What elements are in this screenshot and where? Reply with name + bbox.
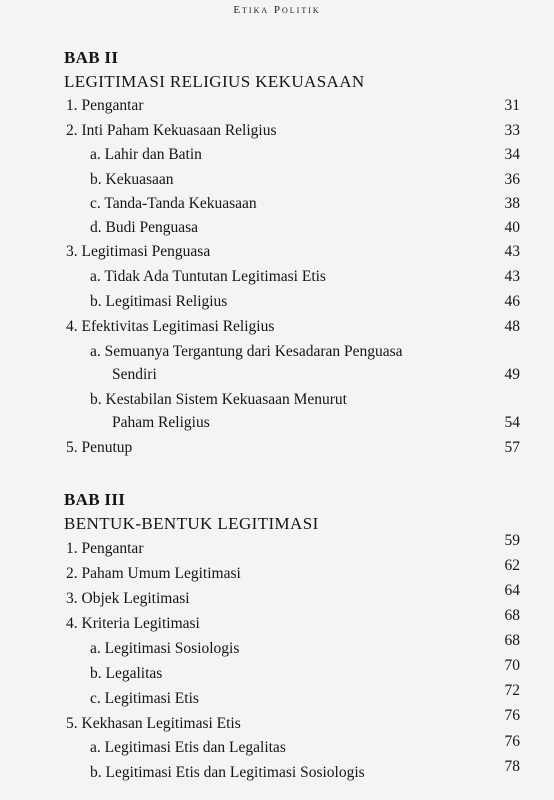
toc-subentry — [0, 146, 554, 170]
toc-entry — [0, 607, 554, 639]
toc-entry-page: 38 — [504, 195, 520, 212]
toc-entry-label: 1. Pengantar — [66, 97, 144, 114]
chapter-title: LEGITIMASI RELIGIUS KEKUASAAN — [64, 72, 365, 91]
toc-entry-label: 5. Kekhasan Legitimasi Etis — [66, 715, 241, 732]
toc-entry-label: Paham Religius — [112, 414, 210, 431]
toc-entry-page: 59 — [504, 532, 520, 549]
toc-subentry — [0, 632, 554, 664]
toc-entry-label: a. Tidak Ada Tuntutan Legitimasi Etis — [90, 268, 326, 285]
toc-entry-page: 40 — [504, 219, 520, 236]
toc-entry-label: b. Legitimasi Religius — [90, 293, 228, 310]
toc-entry — [0, 439, 554, 463]
toc-entry-page: 78 — [504, 758, 520, 775]
toc-entry-page: 57 — [504, 439, 520, 456]
toc-entry-label: Sendiri — [112, 366, 157, 383]
toc-entry-page: 62 — [504, 557, 520, 574]
toc-entry-page: 68 — [504, 632, 520, 649]
toc-entry-label: 3. Legitimasi Penguasa — [66, 243, 211, 260]
toc-entry-page: 33 — [504, 122, 520, 139]
toc-subentry — [0, 268, 554, 292]
toc-entry-label: c. Legitimasi Etis — [90, 690, 199, 707]
toc-subentry — [0, 293, 554, 317]
toc-entry-page: 72 — [504, 682, 520, 699]
toc-subentry — [0, 171, 554, 195]
chapter-title: BENTUK-BENTUK LEGITIMASI — [64, 514, 319, 533]
toc-entry-page: 46 — [504, 293, 520, 310]
toc-entry — [0, 243, 554, 267]
toc-entry-label: b. Kestabilan Sistem Kekuasaan Menurut — [90, 391, 347, 408]
toc-entry-label: b. Legalitas — [90, 665, 163, 682]
chapter-number: BAB II — [64, 48, 119, 67]
toc-entry-label: b. Kekuasaan — [90, 171, 174, 188]
toc-subentry-continuation — [0, 366, 554, 390]
toc-subentry — [0, 391, 554, 415]
chapter-number: BAB III — [64, 490, 126, 509]
toc-entry — [0, 582, 554, 614]
toc-entry-label: 4. Kriteria Legitimasi — [66, 615, 200, 632]
toc-entry-page: 49 — [504, 366, 520, 383]
toc-subentry — [0, 657, 554, 689]
toc-entry-label: d. Budi Penguasa — [90, 219, 199, 236]
toc-entry-label: a. Legitimasi Sosiologis — [90, 640, 240, 657]
toc-entry-page: 48 — [504, 318, 520, 335]
toc-entry — [0, 122, 554, 146]
toc-entry — [0, 318, 554, 342]
toc-subentry-continuation — [0, 414, 554, 438]
toc-entry — [0, 557, 554, 589]
toc-subentry — [0, 343, 554, 367]
toc-entry-label: a. Semuanya Tergantung dari Kesadaran Penguasa — [90, 343, 403, 360]
toc-entry-label: c. Tanda-Tanda Kekuasaan — [90, 195, 257, 212]
toc-entry-page: 68 — [504, 607, 520, 624]
toc-entry-page: 31 — [504, 97, 520, 114]
toc-entry-label: b. Legitimasi Etis dan Legitimasi Sosiologis — [90, 764, 365, 781]
toc-subentry — [0, 682, 554, 714]
toc-entry-label: 1. Pengantar — [66, 540, 144, 557]
toc-entry-page: 43 — [504, 243, 520, 260]
toc-entry-page: 64 — [504, 582, 520, 599]
running-header: Etika Politik — [233, 4, 321, 16]
toc-entry — [0, 532, 554, 564]
toc-entry-page: 54 — [504, 414, 520, 431]
toc-subentry — [0, 219, 554, 243]
toc-entry-label: 3. Objek Legitimasi — [66, 590, 190, 607]
toc-entry-page: 70 — [504, 657, 520, 674]
toc-entry-label: 5. Penutup — [66, 439, 133, 456]
toc-subentry — [0, 195, 554, 219]
toc-entry-label: 2. Inti Paham Kekuasaan Religius — [66, 122, 277, 139]
toc-entry-label: a. Legitimasi Etis dan Legalitas — [90, 739, 286, 756]
toc-entry-label: 4. Efektivitas Legitimasi Religius — [66, 318, 275, 335]
toc-entry-page: 76 — [504, 733, 520, 750]
toc-entry-page: 34 — [504, 146, 520, 163]
toc-entry — [0, 707, 554, 739]
toc-entry-label: a. Lahir dan Batin — [90, 146, 202, 163]
toc-entry-page: 36 — [504, 171, 520, 188]
toc-entry-page: 43 — [504, 268, 520, 285]
toc-entry — [0, 97, 554, 121]
toc-subentry — [0, 733, 554, 763]
toc-subentry — [0, 758, 554, 788]
toc-entry-page: 76 — [504, 707, 520, 724]
toc-entry-label: 2. Paham Umum Legitimasi — [66, 565, 241, 582]
